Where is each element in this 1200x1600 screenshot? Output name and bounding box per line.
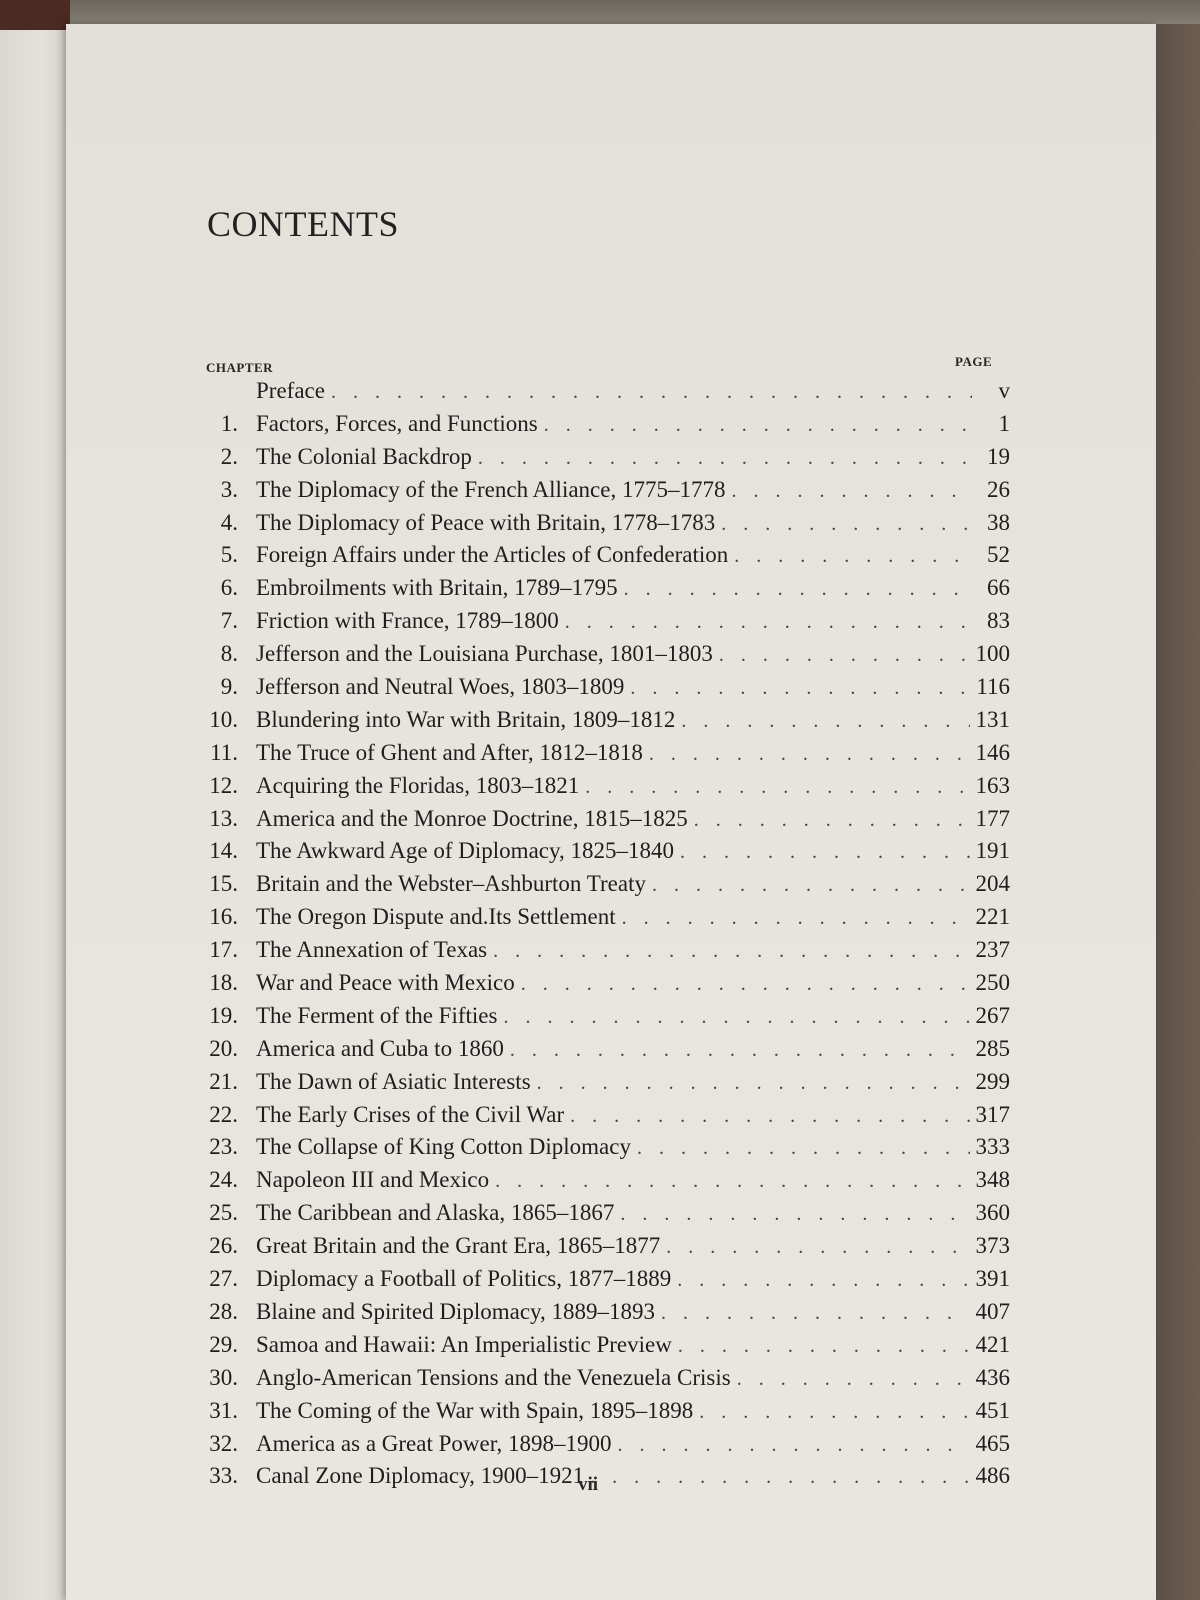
chapter-title: Friction with France, 1789–1800 [256,608,559,634]
dot-leader [721,513,972,536]
chapter-title: Blaine and Spirited Diplomacy, 1889–1893 [256,1298,656,1324]
dot-leader [661,1302,969,1325]
chapter-number: 23. [209,1134,238,1160]
toc-entry [190,411,1010,444]
chapter-page-number: 421 [975,1331,1010,1357]
dot-leader [719,644,970,667]
dot-leader [565,611,972,634]
chapter-number: 14. [209,838,238,864]
chapter-title: The Early Crises of the Civil War [256,1101,565,1127]
chapter-number: 20. [209,1035,238,1061]
chapter-title: The Colonial Backdrop [256,443,472,469]
chapter-number: 19. [209,1002,238,1028]
chapter-number: 31. [209,1397,238,1423]
chapter-title: The Coming of the War with Spain, 1895–1898 [256,1397,694,1423]
toc-entry [190,904,1010,937]
chapter-number: 1. [220,410,238,436]
facing-page-edge [0,0,70,1600]
dot-leader [544,414,972,437]
chapter-page-number: 317 [975,1101,1010,1127]
dot-leader [737,1368,970,1391]
chapter-title: Napoleon III and Mexico [256,1167,490,1193]
dot-leader [624,578,972,601]
dot-leader [503,1006,969,1029]
chapter-number: 9. [220,674,238,700]
chapter-number: 30. [209,1364,238,1390]
toc-entry [190,608,1010,641]
toc-entry [190,773,1010,806]
dot-leader [590,1466,969,1489]
chapter-number: 11. [210,739,238,765]
chapter-page-number: 285 [975,1035,1010,1061]
dot-leader [510,1039,970,1062]
book-cover-corner [0,0,70,30]
dot-leader [521,973,970,996]
chapter-page-number: 26 [987,476,1010,502]
chapter-page-number: 1 [998,410,1010,436]
toc-entry [190,1102,1010,1135]
toc-entry [190,937,1010,970]
chapter-page-number: 100 [975,641,1010,667]
dot-leader [731,480,972,503]
chapter-page-number: 333 [975,1134,1010,1160]
toc-entry [190,838,1010,871]
chapter-title: Acquiring the Floridas, 1803–1821 [256,772,580,798]
dot-leader [652,874,970,897]
chapter-title: Jefferson and the Louisiana Purchase, 1801–1803 [256,641,713,667]
toc-entry [190,1398,1010,1431]
toc-entry [190,1233,1010,1266]
chapter-number: 32. [209,1430,238,1456]
chapter-number: 3. [220,476,238,502]
toc-entry [190,1134,1010,1167]
chapter-title: Samoa and Hawaii: An Imperialistic Preview [256,1331,672,1357]
toc-entry [190,1200,1010,1233]
chapter-number: 17. [209,937,238,963]
toc-entry [190,378,1010,411]
toc-entry [190,740,1010,773]
chapter-number: 15. [209,871,238,897]
toc-entry [190,510,1010,543]
dot-leader [681,710,969,733]
chapter-page-number: 83 [987,608,1010,634]
chapter-page-number: 38 [987,509,1010,535]
toc-entry [190,1036,1010,1069]
dot-leader [331,381,972,404]
chapter-title: America and the Monroe Doctrine, 1815–1825 [256,805,688,831]
chapter-page-number: 146 [975,739,1010,765]
chapter-page-number: 19 [987,443,1010,469]
chapter-number: 29. [209,1331,238,1357]
chapter-page-number: 116 [976,674,1010,700]
chapter-title: The Oregon Dispute and.Its Settlement [256,904,616,930]
chapter-page-number: 391 [975,1266,1010,1292]
toc-entry [190,1266,1010,1299]
page-title: CONTENTS [207,204,399,244]
chapter-number: 2. [220,443,238,469]
dot-leader [694,809,970,832]
chapter-number: 13. [209,805,238,831]
chapter-number: 5. [220,542,238,568]
dot-leader [734,545,972,568]
toc-entry [190,641,1010,674]
chapter-title: Blundering into War with Britain, 1809–1812 [256,706,676,732]
chapter-page-number: 486 [975,1463,1010,1489]
chapter-page-number: 373 [975,1233,1010,1259]
chapter-page-number: 52 [987,542,1010,568]
chapter-title: Embroilments with Britain, 1789–1795 [256,575,618,601]
toc-entry [190,806,1010,839]
dot-leader [678,1335,970,1358]
chapter-page-number: 163 [975,772,1010,798]
dot-leader [495,1170,969,1193]
chapter-number: 7. [220,608,238,634]
toc-entry [190,1069,1010,1102]
chapter-page-number: 221 [975,904,1010,930]
dot-leader [537,1072,970,1095]
chapter-page-number: 191 [975,838,1010,864]
chapter-title: Britain and the Webster–Ashburton Treaty [256,871,646,897]
chapter-number: 22. [209,1101,238,1127]
chapter-number: 28. [209,1298,238,1324]
chapter-page-number: 131 [975,706,1010,732]
toc-entry [190,542,1010,575]
table-of-contents [190,378,1010,1496]
toc-entry [190,1431,1010,1464]
dot-leader [478,447,972,470]
chapter-page-number: 267 [975,1002,1010,1028]
dot-leader [699,1401,969,1424]
toc-entry [190,444,1010,477]
toc-entry [190,477,1010,510]
chapter-title: America as a Great Power, 1898–1900 [256,1430,612,1456]
chapter-title: Foreign Affairs under the Articles of Confederation [256,542,729,568]
chapter-number: 18. [209,970,238,996]
toc-entry [190,1167,1010,1200]
chapter-title: Anglo-American Tensions and the Venezuela Crisis [256,1364,731,1390]
chapter-title: America and Cuba to 1860 [256,1035,504,1061]
chapter-title: Preface [256,378,325,403]
chapter-title: The Truce of Ghent and After, 1812–1818 [256,739,643,765]
chapter-number: 25. [209,1200,238,1226]
chapter-number: 8. [220,641,238,667]
chapter-title: The Annexation of Texas [256,937,488,963]
chapter-page-number: 299 [975,1068,1010,1094]
dot-leader [649,743,970,766]
toc-entry [190,674,1010,707]
dot-leader [585,776,969,799]
chapter-title: The Diplomacy of the French Alliance, 1775–1778 [256,476,726,502]
chapter-page-number: v [998,378,1010,403]
chapter-number: 16. [209,904,238,930]
dot-leader [637,1137,970,1160]
dot-leader [666,1236,969,1259]
dot-leader [617,1434,969,1457]
dot-leader [622,907,970,930]
chapter-title: The Collapse of King Cotton Diplomacy [256,1134,631,1160]
chapter-number: 27. [209,1266,238,1292]
chapter-page-number: 436 [975,1364,1010,1390]
chapter-page-number: 237 [975,937,1010,963]
chapter-number: 6. [220,575,238,601]
chapter-page-number: 177 [975,805,1010,831]
chapter-number: 33. [209,1463,238,1489]
chapter-title: The Diplomacy of Peace with Britain, 1778–1783 [256,509,716,535]
book-cover-edge [1156,24,1200,1600]
toc-entry [190,707,1010,740]
chapter-number: 12. [209,772,238,798]
toc-entry [190,1463,1010,1496]
chapter-title: Great Britain and the Grant Era, 1865–1877 [256,1233,661,1259]
chapter-column-header: CHAPTER [206,360,274,375]
dot-leader [677,1269,969,1292]
page-column-header: PAGE [955,354,993,369]
chapter-page-number: 348 [975,1167,1010,1193]
chapter-number: 4. [220,509,238,535]
chapter-title: The Dawn of Asiatic Interests [256,1068,531,1094]
chapter-title: The Ferment of the Fifties [256,1002,498,1028]
chapter-title: Diplomacy a Football of Politics, 1877–1889 [256,1266,672,1292]
chapter-page-number: 360 [975,1200,1010,1226]
chapter-page-number: 250 [975,970,1010,996]
dot-leader [620,1203,969,1226]
dot-leader [493,940,969,963]
chapter-page-number: 66 [987,575,1010,601]
chapter-page-number: 204 [975,871,1010,897]
chapter-title: Jefferson and Neutral Woes, 1803–1809 [256,674,625,700]
chapter-number: 21. [209,1068,238,1094]
dot-leader [680,841,970,864]
chapter-title: The Awkward Age of Diplomacy, 1825–1840 [256,838,674,864]
chapter-page-number: 407 [975,1298,1010,1324]
page-number: vii [578,1474,599,1495]
toc-entry [190,970,1010,1003]
chapter-title: Canal Zone Diplomacy, 1900–1921 [256,1463,585,1489]
chapter-number: 26. [209,1233,238,1259]
dot-leader [630,677,970,700]
toc-entry [190,1003,1010,1036]
chapter-number: 24. [209,1167,238,1193]
toc-entry [190,871,1010,904]
dot-leader [570,1105,969,1128]
toc-entry [190,1365,1010,1398]
chapter-title: War and Peace with Mexico [256,970,515,996]
toc-entry [190,1332,1010,1365]
chapter-title: Factors, Forces, and Functions [256,410,538,436]
chapter-title: The Caribbean and Alaska, 1865–1867 [256,1200,615,1226]
chapter-page-number: 451 [975,1397,1010,1423]
chapter-number: 10. [209,706,238,732]
chapter-page-number: 465 [975,1430,1010,1456]
toc-entry [190,575,1010,608]
toc-entry [190,1299,1010,1332]
